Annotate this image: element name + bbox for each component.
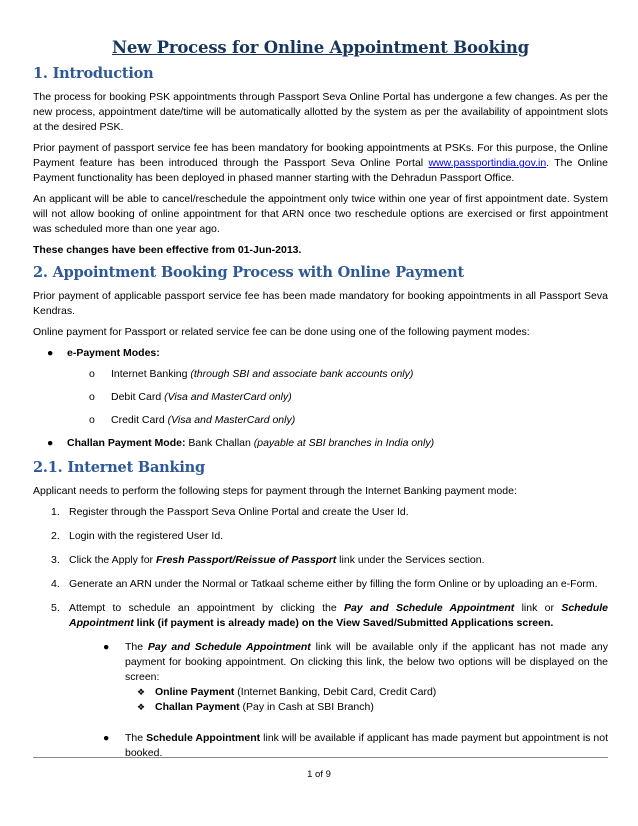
sub-text: The bbox=[125, 732, 147, 744]
sub-text: The bbox=[125, 641, 148, 653]
option-detail: (Internet Banking, Debit Card, Credit Card) bbox=[234, 686, 437, 698]
sub-emphasis: Pay and Schedule Appointment bbox=[147, 641, 311, 653]
list-item bbox=[33, 601, 608, 761]
list-item bbox=[89, 413, 608, 428]
step-emphasis: if payment is already made bbox=[161, 617, 296, 629]
bullet-icon: ● bbox=[47, 347, 54, 359]
step-emphasis: Schedule Appointment bbox=[69, 602, 608, 629]
payment-mode-note: (through SBI and associate bank accounts only) bbox=[190, 368, 414, 380]
booking-paragraph-1: Prior payment of applicable passport service fee has been made mandatory for booking appointments in all Passport Seva Kendras. bbox=[33, 290, 608, 317]
option-detail: (Pay in Cash at SBI Branch) bbox=[239, 701, 374, 713]
footer-divider bbox=[33, 757, 608, 758]
step-text: ) on the View Saved/Submitted Applications screen. bbox=[295, 617, 554, 629]
document-title: New Process for Online Appointment Booking bbox=[111, 38, 530, 57]
bullet-icon: ● bbox=[103, 641, 110, 653]
step-text: Register through the Passport Seva Online Portal and create the User Id. bbox=[69, 506, 409, 518]
section-heading-internet-banking: 2.1. Internet Banking bbox=[33, 459, 205, 476]
bullet-icon: ● bbox=[47, 437, 54, 449]
step-text: Generate an ARN under the Normal or Tatkaal scheme either by filling the form Online or by uploading an e-Form. bbox=[69, 578, 598, 590]
step-number: 1. bbox=[51, 506, 60, 518]
step-text: Attempt to schedule an appointment by clicking the bbox=[69, 602, 344, 614]
step-number: 4. bbox=[51, 578, 60, 590]
challan-note: (payable at SBI branches in India only) bbox=[253, 437, 435, 449]
bullet-icon: ● bbox=[103, 732, 110, 744]
passport-portal-link[interactable]: www.passportindia.gov.in bbox=[428, 157, 547, 169]
step-text: link ( bbox=[133, 617, 162, 629]
sub-emphasis: Schedule Appointment bbox=[146, 732, 261, 744]
payment-mode-note: (Visa and MasterCard only) bbox=[167, 414, 296, 426]
list-item bbox=[89, 390, 608, 405]
intro-paragraph-3: An applicant will be able to cancel/reschedule the appointment only twice within one year of first appointment date. System will not allow booking of online appointment for that ARN once two reschedule options are exercised or first appointment was scheduled more than one year ago. bbox=[33, 193, 608, 235]
option-name: Online Payment bbox=[155, 686, 235, 698]
step-text: link under the Services section. bbox=[336, 554, 485, 566]
intro-paragraph-2-text-b: . The Online Payment functionality has been deployed in phased manner starting with the Dehradun Passport Office. bbox=[33, 157, 608, 184]
page-number: 1 of 9 bbox=[307, 769, 331, 780]
epayment-label: e-Payment Modes: bbox=[67, 347, 160, 359]
challan-label: Challan Payment Mode: bbox=[67, 437, 186, 449]
list-item bbox=[33, 553, 608, 568]
sub-text: link will be available only if the applicant has not made any payment for booking appointment. On clicking this link, the below two options will be displayed on the screen: bbox=[125, 641, 608, 683]
section-heading-booking-process: 2. Appointment Booking Process with Online Payment bbox=[33, 264, 464, 281]
intro-paragraph-2-text-a: Prior payment of passport service fee has been mandatory for booking appointments at PSKs. For this purpose, the Online Payment feature has been introduced through the Passport Seva Online Portal bbox=[33, 142, 608, 169]
list-item bbox=[137, 700, 608, 715]
circle-bullet-icon: o bbox=[89, 368, 95, 380]
circle-bullet-icon: o bbox=[89, 414, 95, 426]
step-text: Login with the registered User Id. bbox=[69, 530, 224, 542]
section-heading-introduction: 1. Introduction bbox=[33, 65, 154, 82]
circle-bullet-icon: o bbox=[89, 391, 95, 403]
sub-text: link will be available if applicant has made payment but appointment is not booked. bbox=[125, 732, 609, 759]
step-5-sublist bbox=[69, 640, 608, 761]
step-emphasis: Fresh Passport/Reissue of Passport bbox=[155, 554, 337, 566]
booking-paragraph-2: Online payment for Passport or related service fee can be done using one of the following payment modes: bbox=[33, 326, 530, 338]
list-item bbox=[103, 640, 608, 715]
internet-banking-steps bbox=[33, 505, 608, 761]
option-name: Challan Payment bbox=[155, 701, 240, 713]
intro-paragraph-1: The process for booking PSK appointments through Passport Seva Online Portal has undergone a few changes. As per the new process, appointment date/time will be automatically allotted by the system as per the availability of appointment slots at the desired PSK. bbox=[33, 91, 608, 133]
payment-mode-name: Internet Banking bbox=[111, 368, 191, 380]
internet-banking-intro: Applicant needs to perform the following steps for payment through the Internet Banking payment mode: bbox=[33, 485, 517, 497]
list-item bbox=[89, 367, 608, 382]
list-item bbox=[33, 436, 608, 451]
payment-modes-list bbox=[33, 346, 608, 451]
intro-paragraph-2 bbox=[33, 141, 608, 186]
step-text: link or bbox=[514, 602, 562, 614]
list-item bbox=[33, 505, 608, 520]
list-item bbox=[137, 685, 608, 700]
epayment-modes-sublist bbox=[67, 367, 608, 428]
step-number: 5. bbox=[51, 602, 60, 614]
step-number: 3. bbox=[51, 554, 60, 566]
list-item bbox=[33, 577, 608, 592]
list-item bbox=[33, 529, 608, 544]
diamond-bullet-icon: ❖ bbox=[137, 687, 146, 697]
payment-mode-name: Debit Card bbox=[111, 391, 165, 403]
step-text: Click the Apply for bbox=[69, 554, 156, 566]
step-emphasis: Pay and Schedule Appointment bbox=[344, 602, 515, 614]
payment-mode-note: (Visa and MasterCard only) bbox=[164, 391, 292, 403]
diamond-bullet-icon: ❖ bbox=[137, 702, 146, 712]
effective-date-note: These changes have been effective from 01-Jun-2013. bbox=[33, 244, 302, 256]
payment-options-list bbox=[125, 685, 608, 715]
list-item bbox=[33, 346, 608, 428]
payment-mode-name: Credit Card bbox=[111, 414, 168, 426]
challan-text: Bank Challan bbox=[185, 437, 254, 449]
step-number: 2. bbox=[51, 530, 60, 542]
